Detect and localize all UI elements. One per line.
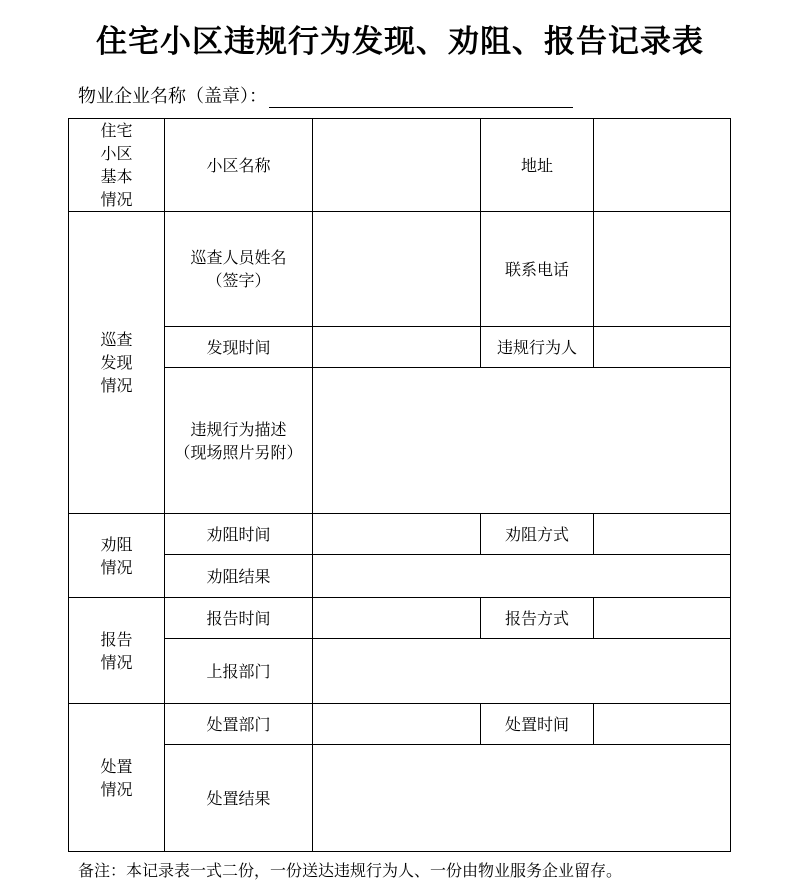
report-dept-field[interactable] <box>313 639 731 704</box>
report-time-label: 报告时间 <box>165 598 313 639</box>
table-row <box>69 119 731 212</box>
footnote: 备注：本记录表一式二份，一份送达违规行为人、一份由物业服务企业留存。 <box>78 861 623 880</box>
address-field[interactable] <box>594 119 731 212</box>
address-label: 地址 <box>481 119 594 212</box>
table-row <box>69 327 731 368</box>
violator-field[interactable] <box>594 327 731 368</box>
handle-dept-field[interactable] <box>313 704 481 745</box>
table-row <box>69 598 731 639</box>
discover-time-label: 发现时间 <box>165 327 313 368</box>
inspector-name-field[interactable] <box>313 212 481 327</box>
section-dissuade-label <box>69 514 165 598</box>
discover-time-field[interactable] <box>313 327 481 368</box>
violator-label: 违规行为人 <box>481 327 594 368</box>
inspector-sign-note: （签字） <box>206 271 271 290</box>
dissuade-result-field[interactable] <box>313 555 731 598</box>
violation-desc-label <box>165 368 313 514</box>
section-label-line: 情况 <box>100 779 133 799</box>
table-row <box>69 704 731 745</box>
contact-phone-label: 联系电话 <box>481 212 594 327</box>
section-handle-label <box>69 704 165 852</box>
handle-time-label: 处置时间 <box>481 704 594 745</box>
inspector-name-text: 巡查人员姓名 <box>190 248 287 267</box>
dissuade-time-label: 劝阻时间 <box>165 514 313 555</box>
report-time-field[interactable] <box>313 598 481 639</box>
report-method-label: 报告方式 <box>481 598 594 639</box>
section-label-line: 住宅 <box>100 121 133 140</box>
contact-phone-field[interactable] <box>594 212 731 327</box>
violation-photo-note: （现场照片另附） <box>174 442 303 462</box>
section-label-line: 劝阻 <box>100 534 133 554</box>
section-label-line: 巡查 <box>100 330 133 349</box>
page-title: 住宅小区违规行为发现、劝阻、报告记录表 <box>96 24 704 60</box>
company-name-line <box>78 82 573 108</box>
section-label-line: 小区 <box>100 144 133 163</box>
record-form-table <box>68 118 731 852</box>
table-row <box>69 212 731 327</box>
violation-desc-text: 违规行为描述 <box>190 419 287 439</box>
report-dept-label: 上报部门 <box>165 639 313 704</box>
handle-dept-label: 处置部门 <box>165 704 313 745</box>
table-row <box>69 368 731 514</box>
section-label-line: 报告 <box>100 629 133 649</box>
section-label-line: 基本 <box>100 167 133 186</box>
company-name-label: 物业企业名称（盖章）： <box>78 86 267 107</box>
section-label-line: 发现 <box>100 353 133 372</box>
section-label-line: 情况 <box>100 652 133 672</box>
section-patrol-label <box>69 212 165 514</box>
dissuade-time-field[interactable] <box>313 514 481 555</box>
table-row <box>69 555 731 598</box>
section-label-line: 情况 <box>100 557 133 577</box>
handle-time-field[interactable] <box>594 704 731 745</box>
community-name-label: 小区名称 <box>165 119 313 212</box>
handle-result-field[interactable] <box>313 745 731 852</box>
handle-result-label: 处置结果 <box>165 745 313 852</box>
inspector-name-label <box>165 212 313 327</box>
company-name-blank[interactable] <box>269 85 573 108</box>
dissuade-method-field[interactable] <box>594 514 731 555</box>
section-label-line: 情况 <box>100 190 133 209</box>
dissuade-result-label: 劝阻结果 <box>165 555 313 598</box>
section-label-line: 情况 <box>100 376 133 395</box>
section-report-label <box>69 598 165 704</box>
section-label-line: 处置 <box>100 756 133 776</box>
dissuade-method-label: 劝阻方式 <box>481 514 594 555</box>
report-method-field[interactable] <box>594 598 731 639</box>
section-basic-label <box>69 119 165 212</box>
table-row <box>69 514 731 555</box>
table-row <box>69 745 731 852</box>
community-name-field[interactable] <box>313 119 481 212</box>
table-row <box>69 639 731 704</box>
violation-desc-field[interactable] <box>313 368 731 514</box>
